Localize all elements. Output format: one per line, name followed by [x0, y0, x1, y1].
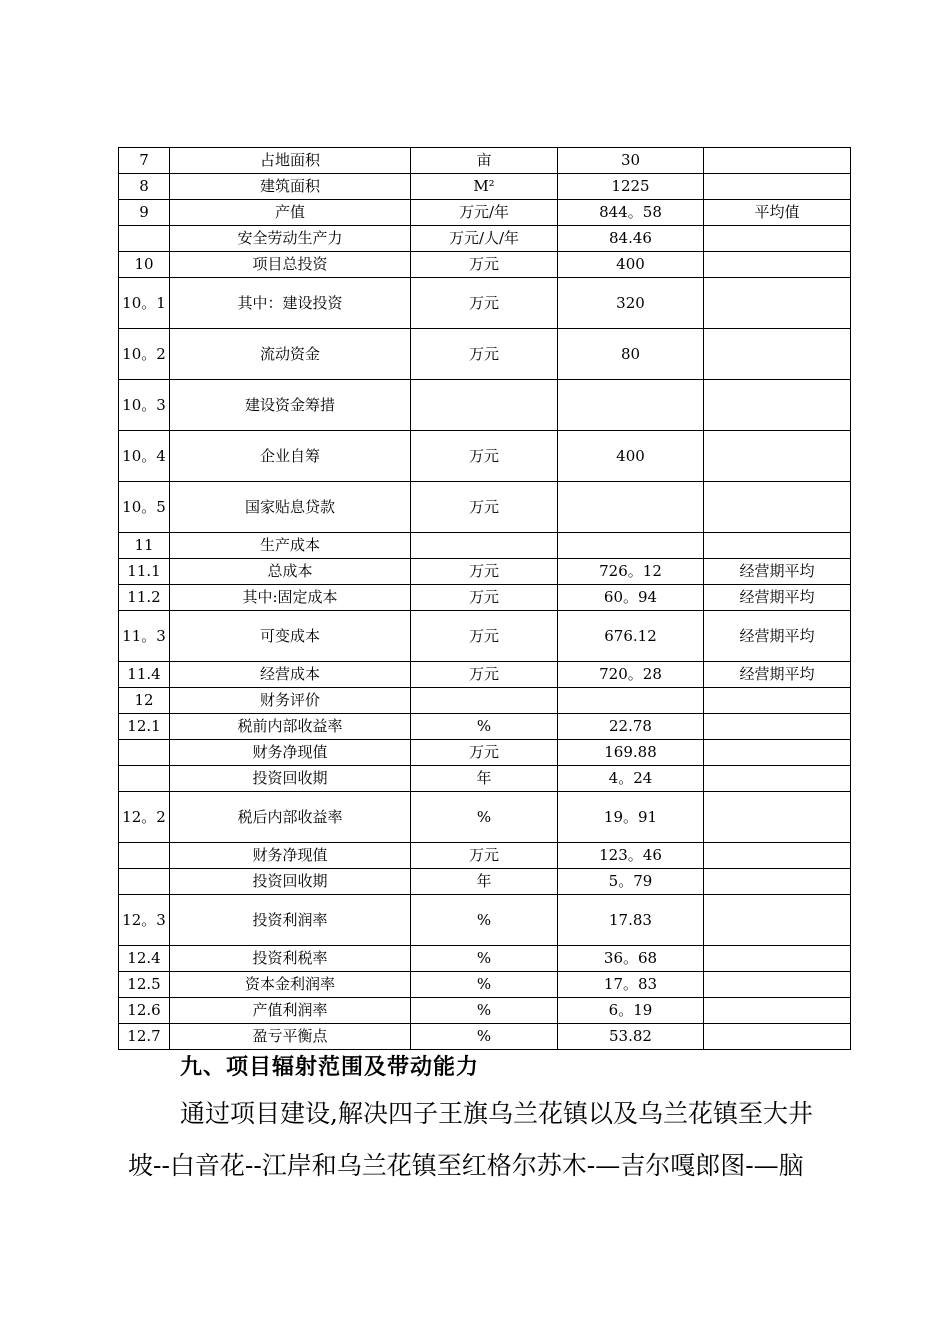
cell-value: 19。91 — [558, 792, 704, 843]
cell-unit: % — [411, 998, 558, 1024]
cell-note — [704, 766, 851, 792]
table-row — [119, 688, 851, 714]
cell-item: 建设资金筹措 — [170, 380, 411, 431]
cell-value: 30 — [558, 148, 704, 174]
cell-no: 10。1 — [119, 278, 170, 329]
cell-no: 9 — [119, 200, 170, 226]
cell-value: 80 — [558, 329, 704, 380]
table-row — [119, 714, 851, 740]
cell-unit: 年 — [411, 766, 558, 792]
cell-note — [704, 946, 851, 972]
cell-item: 财务净现值 — [170, 740, 411, 766]
cell-item: 经营成本 — [170, 662, 411, 688]
cell-no: 11。3 — [119, 611, 170, 662]
table-row — [119, 869, 851, 895]
cell-note — [704, 740, 851, 766]
table-row — [119, 662, 851, 688]
table-row — [119, 278, 851, 329]
cell-unit: 万元 — [411, 740, 558, 766]
table-row — [119, 585, 851, 611]
table-row — [119, 431, 851, 482]
cell-value: 53.82 — [558, 1024, 704, 1050]
cell-note — [704, 380, 851, 431]
table-row — [119, 766, 851, 792]
cell-unit: 万元 — [411, 843, 558, 869]
cell-value: 17.83 — [558, 895, 704, 946]
cell-value: 84.46 — [558, 226, 704, 252]
cell-value: 4。24 — [558, 766, 704, 792]
cell-no — [119, 740, 170, 766]
cell-note: 经营期平均 — [704, 585, 851, 611]
cell-value: 169.88 — [558, 740, 704, 766]
cell-unit — [411, 533, 558, 559]
cell-note — [704, 148, 851, 174]
cell-note — [704, 278, 851, 329]
cell-no: 11.4 — [119, 662, 170, 688]
cell-unit: % — [411, 1024, 558, 1050]
cell-item: 税前内部收益率 — [170, 714, 411, 740]
cell-note — [704, 1024, 851, 1050]
table-row — [119, 611, 851, 662]
cell-unit: 万元 — [411, 329, 558, 380]
cell-note — [704, 972, 851, 998]
cell-no — [119, 766, 170, 792]
table-row — [119, 226, 851, 252]
cell-value: 36。68 — [558, 946, 704, 972]
cell-unit — [411, 688, 558, 714]
cell-item: 资本金利润率 — [170, 972, 411, 998]
cell-item: 财务净现值 — [170, 843, 411, 869]
paragraph-line-1: 通过项目建设,解决四子王旗乌兰花镇以及乌兰花镇至大井 — [180, 1099, 813, 1128]
cell-unit: 万元/年 — [411, 200, 558, 226]
cell-no — [119, 843, 170, 869]
cell-no: 12.4 — [119, 946, 170, 972]
cell-value: 60。94 — [558, 585, 704, 611]
cell-no: 10。5 — [119, 482, 170, 533]
table-row — [119, 380, 851, 431]
cell-item: 投资利润率 — [170, 895, 411, 946]
section-heading: 九、项目辐射范围及带动能力 — [180, 1054, 480, 1080]
cell-no: 12.1 — [119, 714, 170, 740]
table-row — [119, 148, 851, 174]
cell-unit: % — [411, 895, 558, 946]
table-row — [119, 329, 851, 380]
cell-unit: % — [411, 972, 558, 998]
table-row — [119, 895, 851, 946]
table-row — [119, 533, 851, 559]
cell-item: 盈亏平衡点 — [170, 1024, 411, 1050]
cell-item: 生产成本 — [170, 533, 411, 559]
cell-note — [704, 226, 851, 252]
cell-unit: 万元 — [411, 585, 558, 611]
cell-unit: 万元 — [411, 278, 558, 329]
cell-item: 投资回收期 — [170, 869, 411, 895]
cell-item: 建筑面积 — [170, 174, 411, 200]
cell-note — [704, 174, 851, 200]
table-row — [119, 946, 851, 972]
cell-unit: 万元 — [411, 559, 558, 585]
cell-note — [704, 895, 851, 946]
cell-item: 安全劳动生产力 — [170, 226, 411, 252]
cell-no: 10。3 — [119, 380, 170, 431]
cell-unit: 万元 — [411, 482, 558, 533]
cell-no: 12。3 — [119, 895, 170, 946]
cell-note — [704, 252, 851, 278]
cell-note — [704, 688, 851, 714]
cell-no: 12.7 — [119, 1024, 170, 1050]
cell-item: 可变成本 — [170, 611, 411, 662]
table-row — [119, 174, 851, 200]
cell-unit: 万元 — [411, 662, 558, 688]
table-row — [119, 1024, 851, 1050]
cell-item: 产值利润率 — [170, 998, 411, 1024]
cell-note: 经营期平均 — [704, 611, 851, 662]
cell-note — [704, 482, 851, 533]
cell-unit: 万元 — [411, 252, 558, 278]
cell-value: 320 — [558, 278, 704, 329]
cell-no: 10。4 — [119, 431, 170, 482]
table-row — [119, 482, 851, 533]
cell-item: 流动资金 — [170, 329, 411, 380]
cell-value: 400 — [558, 431, 704, 482]
cell-note: 平均值 — [704, 200, 851, 226]
cell-item: 企业自筹 — [170, 431, 411, 482]
cell-no — [119, 869, 170, 895]
cell-note: 经营期平均 — [704, 662, 851, 688]
cell-unit: 万元/人/年 — [411, 226, 558, 252]
cell-note — [704, 431, 851, 482]
cell-value: 17。83 — [558, 972, 704, 998]
cell-no: 12.6 — [119, 998, 170, 1024]
table-row — [119, 252, 851, 278]
cell-value: 726。12 — [558, 559, 704, 585]
table-row — [119, 843, 851, 869]
cell-value — [558, 533, 704, 559]
table-row — [119, 792, 851, 843]
cell-item: 产值 — [170, 200, 411, 226]
cell-no — [119, 226, 170, 252]
cell-unit: 年 — [411, 869, 558, 895]
cell-no: 11.2 — [119, 585, 170, 611]
cell-item: 其中：建设投资 — [170, 278, 411, 329]
cell-item: 投资利税率 — [170, 946, 411, 972]
paragraph-line-2: 坡--白音花--江岸和乌兰花镇至红格尔苏木-—吉尔嘎郎图-—脑 — [128, 1151, 804, 1180]
cell-value — [558, 380, 704, 431]
cell-item: 占地面积 — [170, 148, 411, 174]
cell-item: 财务评价 — [170, 688, 411, 714]
cell-note — [704, 869, 851, 895]
cell-value — [558, 688, 704, 714]
cell-value: 844。58 — [558, 200, 704, 226]
cell-no: 7 — [119, 148, 170, 174]
cell-unit: 万元 — [411, 611, 558, 662]
cell-value — [558, 482, 704, 533]
cell-no: 11 — [119, 533, 170, 559]
project-indicator-table — [118, 147, 851, 1050]
cell-value: 5。79 — [558, 869, 704, 895]
cell-no: 12。2 — [119, 792, 170, 843]
table-row — [119, 740, 851, 766]
cell-unit: 万元 — [411, 431, 558, 482]
cell-value: 22.78 — [558, 714, 704, 740]
cell-no: 8 — [119, 174, 170, 200]
table-row — [119, 200, 851, 226]
table-row — [119, 559, 851, 585]
cell-note — [704, 792, 851, 843]
table-body — [119, 148, 851, 1050]
cell-note — [704, 533, 851, 559]
cell-no: 11.1 — [119, 559, 170, 585]
table-row — [119, 972, 851, 998]
cell-unit: % — [411, 792, 558, 843]
cell-value: 123。46 — [558, 843, 704, 869]
cell-value: 676.12 — [558, 611, 704, 662]
cell-no: 10。2 — [119, 329, 170, 380]
cell-unit: % — [411, 946, 558, 972]
cell-unit: M² — [411, 174, 558, 200]
cell-value: 400 — [558, 252, 704, 278]
cell-no: 12 — [119, 688, 170, 714]
cell-item: 投资回收期 — [170, 766, 411, 792]
cell-item: 其中:固定成本 — [170, 585, 411, 611]
cell-unit — [411, 380, 558, 431]
cell-value: 6。19 — [558, 998, 704, 1024]
cell-note — [704, 714, 851, 740]
table-row — [119, 998, 851, 1024]
cell-unit: % — [411, 714, 558, 740]
cell-unit: 亩 — [411, 148, 558, 174]
cell-item: 项目总投资 — [170, 252, 411, 278]
cell-item: 总成本 — [170, 559, 411, 585]
cell-value: 720。28 — [558, 662, 704, 688]
cell-no: 12.5 — [119, 972, 170, 998]
cell-value: 1225 — [558, 174, 704, 200]
cell-note: 经营期平均 — [704, 559, 851, 585]
cell-note — [704, 998, 851, 1024]
cell-note — [704, 843, 851, 869]
cell-item: 国家贴息贷款 — [170, 482, 411, 533]
cell-note — [704, 329, 851, 380]
cell-item: 税后内部收益率 — [170, 792, 411, 843]
cell-no: 10 — [119, 252, 170, 278]
